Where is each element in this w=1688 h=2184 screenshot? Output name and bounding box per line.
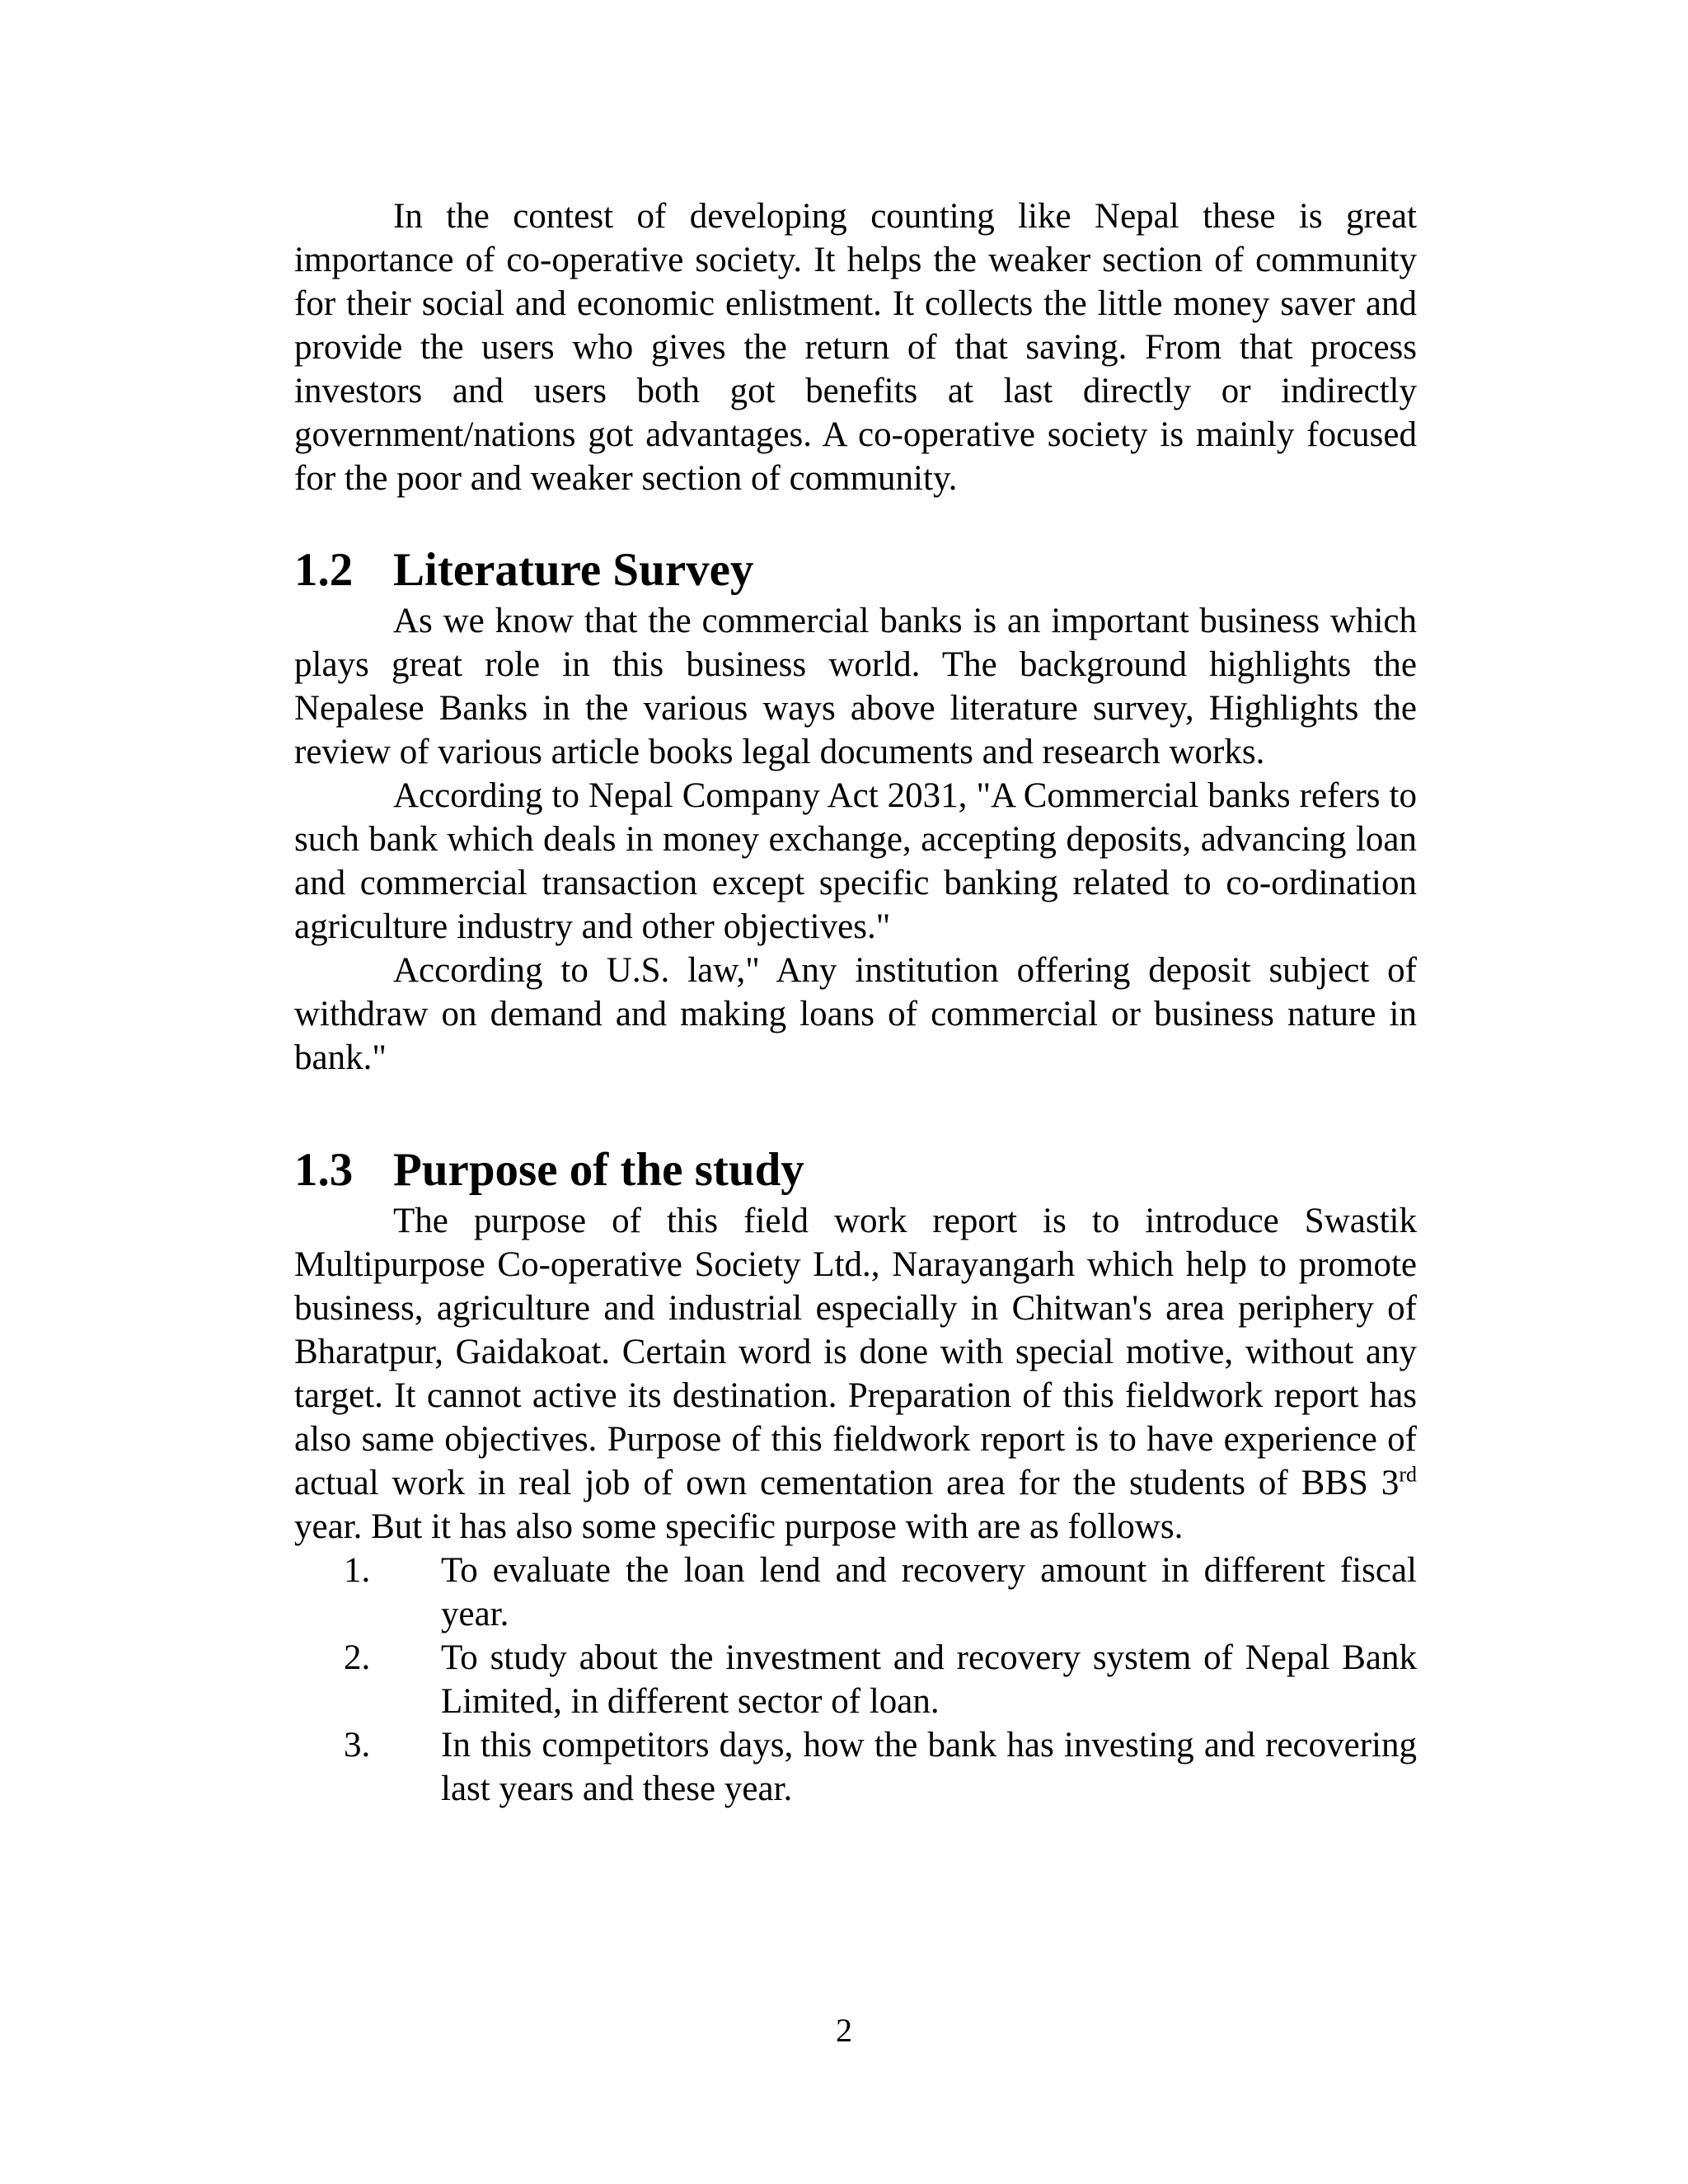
list-item-number: 2. [344,1638,371,1677]
page-content [294,194,1417,1811]
list-item-number: 1. [344,1551,371,1590]
section-number: 1.2 [294,544,354,596]
intro-paragraph: In the contest of developing counting like Nepal these is great importance of co-operative society. It helps the weaker section of community for their social and economic enlistment. It collects the little money saver and provide the users who gives the return of that saving. From that process investors and users both got benefits at last directly or indirectly government/nations got advantages. A co-operative society is mainly focused for the poor and weaker section of community. [294,197,1417,498]
ordinal-superscript: rd [1399,1462,1417,1487]
list-item-text: To evaluate the loan lend and recovery amount in different fiscal year. [441,1551,1417,1633]
section-number: 1.3 [294,1144,354,1196]
list-item-text: In this competitors days, how the bank has investing and recovering last years and these year. [441,1726,1417,1808]
purpose-paragraph [294,1199,1417,1549]
purpose-text-part-2: year. But it has also some specific purpose with are as follows. [294,1507,1184,1546]
literature-paragraph-3: According to U.S. law," Any institution offering deposit subject of withdraw on demand and making loans of commercial or business nature in bank." [294,951,1417,1077]
literature-paragraph-1: As we know that the commercial banks is an important business which plays great role in this business world. The background highlights the Nepalese Banks in the various ways above literature survey, Highlights the review of various article books legal documents and research works. [294,602,1417,771]
list-item-number: 3. [344,1726,371,1765]
literature-paragraph-2: According to Nepal Company Act 2031, "A Commercial banks refers to such bank which deals in money exchange, accepting deposits, advancing loan and commercial transaction except specific banking related to co-ordination agriculture industry and other objectives." [294,776,1417,946]
list-item-text: To study about the investment and recovery system of Nepal Bank Limited, in different sector of loan. [441,1638,1417,1721]
section-heading-purpose [294,1141,1417,1199]
purpose-text-part-1: The purpose of this field work report is to introduce Swastik Multipurpose Co-operative Society Ltd., Narayangarh which help to promote business, agriculture and industrial especially in Chitwan's area periphery of Bharatpur, Gaidakoat. Certain word is done with special motive, without any target. It cannot active its destination. Preparation of this fieldwork report has also same objectives. Purpose of this fieldwork report is to have experience of actual work in real job of own cementation area for the students of BBS 3 [294,1202,1417,1502]
list-item [294,1723,1417,1811]
section-title: Purpose of the study [393,1144,804,1196]
section-heading-literature-survey [294,541,1417,599]
section-title: Literature Survey [393,544,754,596]
purpose-list [294,1549,1417,1811]
page-number: 2 [836,2012,852,2049]
list-item [294,1549,1417,1636]
list-item [294,1636,1417,1723]
